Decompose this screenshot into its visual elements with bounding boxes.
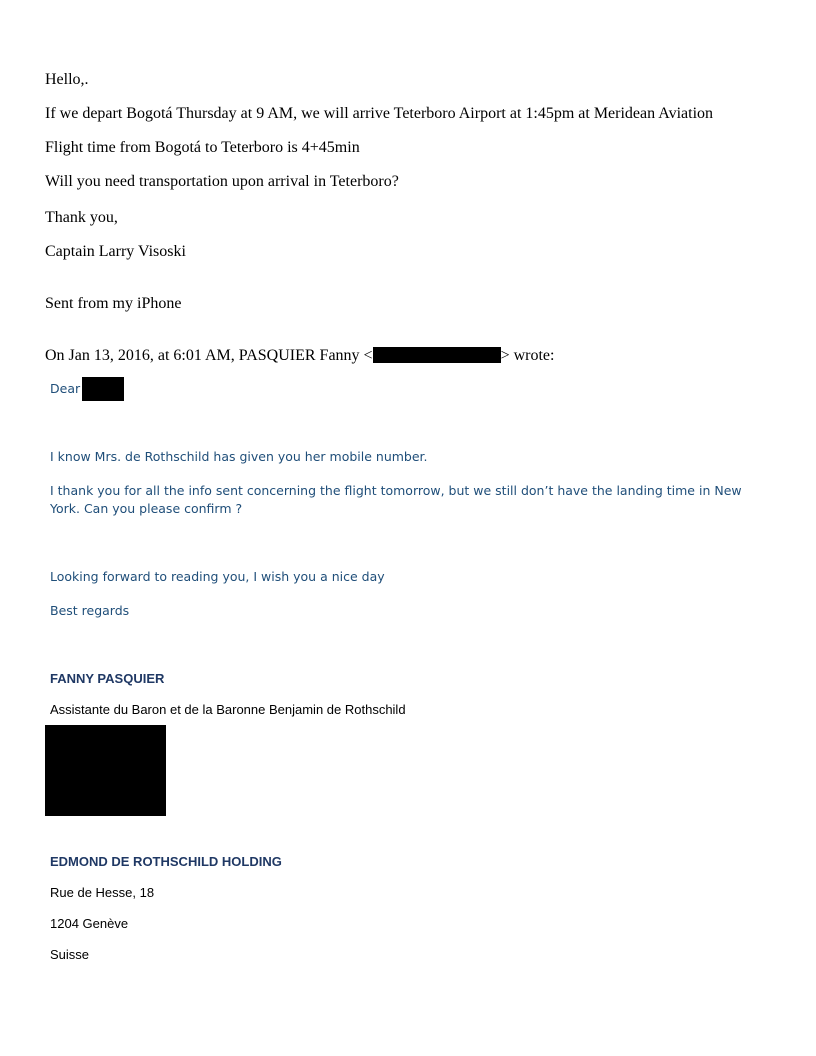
quote-header [45,347,554,365]
greeting: Hello,. [45,71,89,88]
quote-header-suffix: > wrote: [500,347,555,364]
transport-question: Will you need transportation upon arrival in Teterboro? [45,173,399,190]
redacted-contact-block [45,725,166,816]
flight-time: Flight time from Bogotá to Teterboro is 4+45min [45,139,360,156]
company-name: EDMOND DE ROTHSCHILD HOLDING [50,854,282,869]
redacted-recipient-name [82,377,124,401]
address-country: Suisse [50,947,90,962]
quoted-dear [50,380,80,398]
quoted-paragraph-2: I thank you for all the info sent concerning the flight tomorrow, but we still don’t have the landing time in New York. Can you please confirm ? [50,483,742,516]
closing: Thank you, [45,209,118,226]
quoted-paragraph-4: Best regards [50,603,130,618]
quoted-paragraph-1: I know Mrs. de Rothschild has given you her mobile number. [50,449,428,464]
sender-name: Captain Larry Visoski [45,243,186,260]
sent-from: Sent from my iPhone [45,295,182,312]
arrival-info: If we depart Bogotá Thursday at 9 AM, we will arrive Teterboro Airport at 1:45pm at Meridean Aviation [45,105,714,122]
address-city: 1204 Genève [50,916,129,931]
signature-title: Assistante du Baron et de la Baronne Benjamin de Rothschild [50,702,406,717]
redacted-email [373,347,501,363]
quoted-paragraph-3: Looking forward to reading you, I wish you a nice day [50,569,385,584]
signature-name: FANNY PASQUIER [50,671,165,686]
quote-header-prefix: On Jan 13, 2016, at 6:01 AM, PASQUIER Fanny < [45,347,373,364]
dear-label: Dear [50,381,81,396]
address-street: Rue de Hesse, 18 [50,885,155,900]
